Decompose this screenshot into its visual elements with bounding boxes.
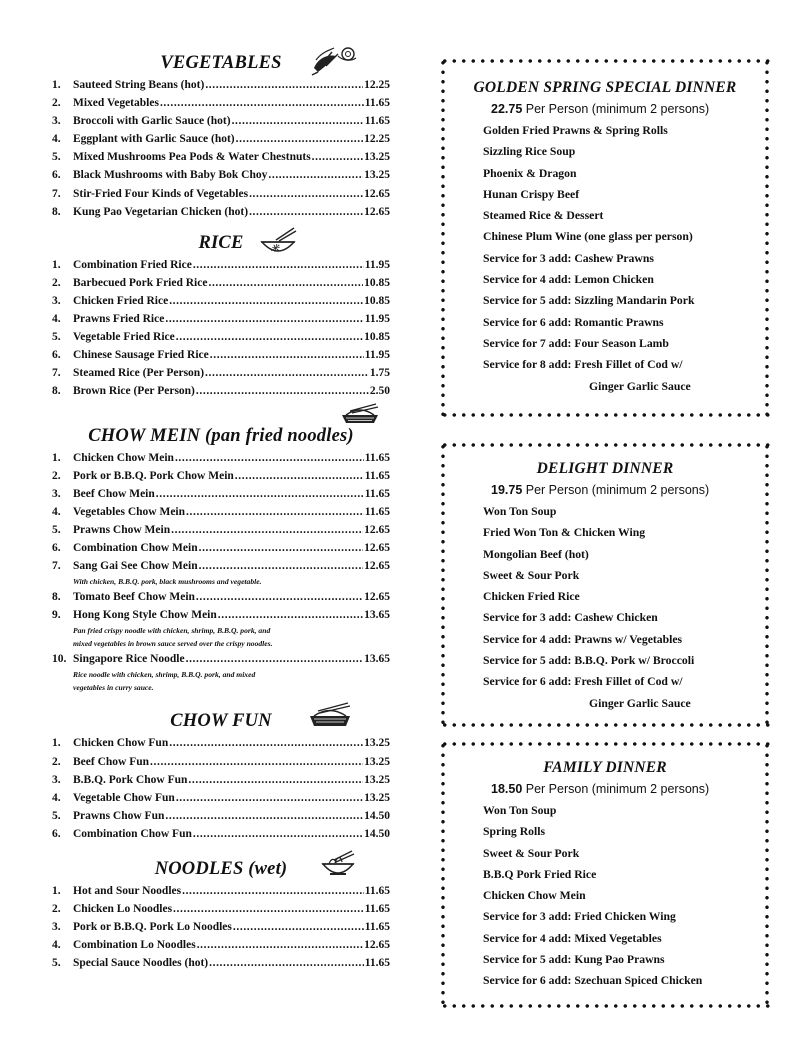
chow-mein-heading xyxy=(52,423,390,449)
course-item: Service for 5 add: Kung Pao Prawns xyxy=(483,953,665,967)
course-item: Spring Rolls xyxy=(483,825,546,839)
menu-item: 3. Broccoli with Garlic Sauce (hot) ..... 11.65 xyxy=(52,112,390,130)
golden-spring-course-list xyxy=(440,120,770,397)
delight-price: 19.75 Per Person (minimum 2 persons) xyxy=(491,483,710,497)
course-item: Won Ton Soup xyxy=(483,804,557,817)
delight-course-list xyxy=(440,501,770,714)
vegetables-list xyxy=(52,76,390,221)
course-item-continued: Ginger Garlic Sauce xyxy=(589,379,691,393)
item-description: vegetables in curry sauce. xyxy=(73,683,154,693)
menu-item: 3. Beef Chow Mein ..... 11.65 xyxy=(52,485,390,503)
menu-item: 7. Steamed Rice (Per Person) ..... 1.75 xyxy=(52,364,390,382)
delight-title: DELIGHT DINNER xyxy=(536,460,674,477)
menu-item: 1. Sauteed String Beans (hot) ..... 12.25 xyxy=(52,76,390,94)
item-description: mixed vegetables in brown sauce served over the crispy noodles. xyxy=(73,639,273,649)
menu-item: 1. Hot and Sour Noodles ..... 11.65 xyxy=(52,882,390,900)
course-item: Phoenix & Dragon xyxy=(483,166,577,180)
course-item: Service for 3 add: Cashew Chicken xyxy=(483,611,658,625)
chow-fun-heading xyxy=(52,708,390,734)
menu-item: 5. Prawns Chow Mein ..... 12.65 xyxy=(52,521,390,539)
course-item: Service for 4 add: Mixed Vegetables xyxy=(483,931,662,945)
course-item: Sizzling Rice Soup xyxy=(483,145,576,159)
menu-item: 5. Vegetable Fried Rice ..... 10.85 xyxy=(52,328,390,346)
menu-item: 5. Mixed Mushrooms Pea Pods & Water Chestnuts ..... 13.25 xyxy=(52,148,390,166)
menu-item: 8. Kung Pao Vegetarian Chicken (hot) ..... 12.65 xyxy=(52,203,390,221)
golden-spring-title: GOLDEN SPRING SPECIAL DINNER xyxy=(473,79,737,96)
rice-list xyxy=(52,256,390,401)
golden-spring-dinner-box xyxy=(440,58,770,418)
vegetable-illustration-icon xyxy=(308,44,360,84)
menu-item: 3. B.B.Q. Pork Chow Fun ..... 13.25 xyxy=(52,771,390,789)
course-item: Service for 6 add: Fresh Fillet of Cod w/ xyxy=(483,675,683,689)
course-item: Service for 5 add: Sizzling Mandarin Pork xyxy=(483,294,695,308)
menu-item: 10. Singapore Rice Noodle ..... 13.65 xyxy=(52,650,390,668)
noodle-plate-icon xyxy=(308,702,352,736)
chow-mein-title: CHOW MEIN (pan fried noodles) xyxy=(88,425,354,446)
course-item: B.B.Q Pork Fried Rice xyxy=(483,867,597,881)
course-item: Hunan Crispy Beef xyxy=(483,187,580,201)
family-title: FAMILY DINNER xyxy=(543,759,667,776)
menu-item: 6. Black Mushrooms with Baby Bok Choy ..... 13.25 xyxy=(52,166,390,184)
menu-item: 1. Chicken Chow Fun ..... 13.25 xyxy=(52,734,390,752)
noodles-list xyxy=(52,882,390,972)
rice-bowl-chopsticks-icon xyxy=(258,226,298,264)
menu-item: 5. Prawns Chow Fun ..... 14.50 xyxy=(52,807,390,825)
rice-heading xyxy=(52,230,390,256)
menu-item: 2. Beef Chow Fun ..... 13.25 xyxy=(52,753,390,771)
menu-item: 2. Barbecued Pork Fried Rice ..... 10.85 xyxy=(52,274,390,292)
menu-item: 2. Pork or B.B.Q. Pork Chow Mein ..... 11.65 xyxy=(52,467,390,485)
item-description: With chicken, B.B.Q. pork, black mushrooms and vegetable. xyxy=(73,577,262,587)
menu-item: 4. Combination Lo Noodles ..... 12.65 xyxy=(52,936,390,954)
menu-item: 3. Pork or B.B.Q. Pork Lo Noodles ..... 11.65 xyxy=(52,918,390,936)
vegetables-heading xyxy=(52,50,390,76)
chow-mein-list xyxy=(52,449,390,695)
menu-item: 9. Hong Kong Style Chow Mein ..... 13.65 xyxy=(52,606,390,624)
course-item: Service for 6 add: Szechuan Spiced Chicken xyxy=(483,974,703,988)
delight-dinner-box xyxy=(440,442,770,728)
menu-item: 1. Chicken Chow Mein ..... 11.65 xyxy=(52,449,390,467)
family-course-list xyxy=(440,800,770,992)
item-description: Rice noodle with chicken, shrimp, B.B.Q. pork, and mixed xyxy=(73,670,256,680)
menu-item: 4. Vegetables Chow Mein ..... 11.65 xyxy=(52,503,390,521)
course-item: Service for 6 add: Romantic Prawns xyxy=(483,315,664,329)
menu-item: 8. Brown Rice (Per Person) ..... 2.50 xyxy=(52,382,390,400)
course-item: Service for 7 add: Four Season Lamb xyxy=(483,336,669,350)
chow-fun-list xyxy=(52,734,390,843)
course-item: Won Ton Soup xyxy=(483,505,557,518)
course-item: Service for 4 add: Prawns w/ Vegetables xyxy=(483,632,683,646)
course-item: Service for 5 add: B.B.Q. Pork w/ Broccoli xyxy=(483,654,695,668)
left-menu-column xyxy=(52,50,390,972)
course-item: Service for 8 add: Fresh Fillet of Cod w/ xyxy=(483,358,683,372)
course-item: Chinese Plum Wine (one glass per person) xyxy=(483,230,693,244)
menu-item: 6. Chinese Sausage Fried Rice ..... 11.95 xyxy=(52,346,390,364)
course-item-continued: Ginger Garlic Sauce xyxy=(589,696,691,710)
menu-item: 4. Vegetable Chow Fun ..... 13.25 xyxy=(52,789,390,807)
course-item: Chicken Chow Mein xyxy=(483,889,586,903)
menu-item: 1. Combination Fried Rice ..... 11.95 xyxy=(52,256,390,274)
course-item: Chicken Fried Rice xyxy=(483,590,580,604)
menu-item: 4. Eggplant with Garlic Sauce (hot) ..... 12.25 xyxy=(52,130,390,148)
menu-item: 7. Sang Gai See Chow Mein ..... 12.65 xyxy=(52,557,390,575)
noodles-title: NOODLES (wet) xyxy=(154,859,288,879)
course-item: Sweet & Sour Pork xyxy=(483,846,580,860)
menu-item: 5. Special Sauce Noodles (hot) ..... 11.65 xyxy=(52,954,390,972)
menu-item: 7. Stir-Fried Four Kinds of Vegetables ..... 12.65 xyxy=(52,185,390,203)
menu-item: 6. Combination Chow Mein ..... 12.65 xyxy=(52,539,390,557)
course-item: Service for 3 add: Cashew Prawns xyxy=(483,251,654,265)
course-item: Mongolian Beef (hot) xyxy=(483,547,589,561)
menu-item: 2. Chicken Lo Noodles ..... 11.65 xyxy=(52,900,390,918)
course-item: Service for 4 add: Lemon Chicken xyxy=(483,273,654,287)
rice-title: RICE xyxy=(198,232,244,253)
menu-item: 6. Combination Chow Fun ..... 14.50 xyxy=(52,825,390,843)
svg-text:米: 米 xyxy=(271,243,280,253)
menu-item: 2. Mixed Vegetables ..... 11.65 xyxy=(52,94,390,112)
course-item: Service for 3 add: Fried Chicken Wing xyxy=(483,910,676,924)
menu-item: 8. Tomato Beef Chow Mein ..... 12.65 xyxy=(52,588,390,606)
family-dinner-box xyxy=(440,741,770,1009)
course-item: Sweet & Sour Pork xyxy=(483,568,580,582)
course-item: Fried Won Ton & Chicken Wing xyxy=(483,526,646,540)
menu-item: 4. Prawns Fried Rice ..... 11.95 xyxy=(52,310,390,328)
vegetables-title: VEGETABLES xyxy=(160,53,282,73)
noodle-bowl-icon xyxy=(320,850,356,886)
chow-fun-title: CHOW FUN xyxy=(170,711,272,732)
menu-item: 3. Chicken Fried Rice ..... 10.85 xyxy=(52,292,390,310)
course-item: Golden Fried Prawns & Spring Rolls xyxy=(483,124,668,137)
course-item: Steamed Rice & Dessert xyxy=(483,209,604,223)
item-description: Pan fried crispy noodle with chicken, shrimp, B.B.Q. pork, and xyxy=(73,626,271,636)
family-price: 18.50 Per Person (minimum 2 persons) xyxy=(491,782,710,796)
golden-spring-price: 22.75 Per Person (minimum 2 persons) xyxy=(491,102,710,116)
noodles-heading xyxy=(52,856,390,882)
